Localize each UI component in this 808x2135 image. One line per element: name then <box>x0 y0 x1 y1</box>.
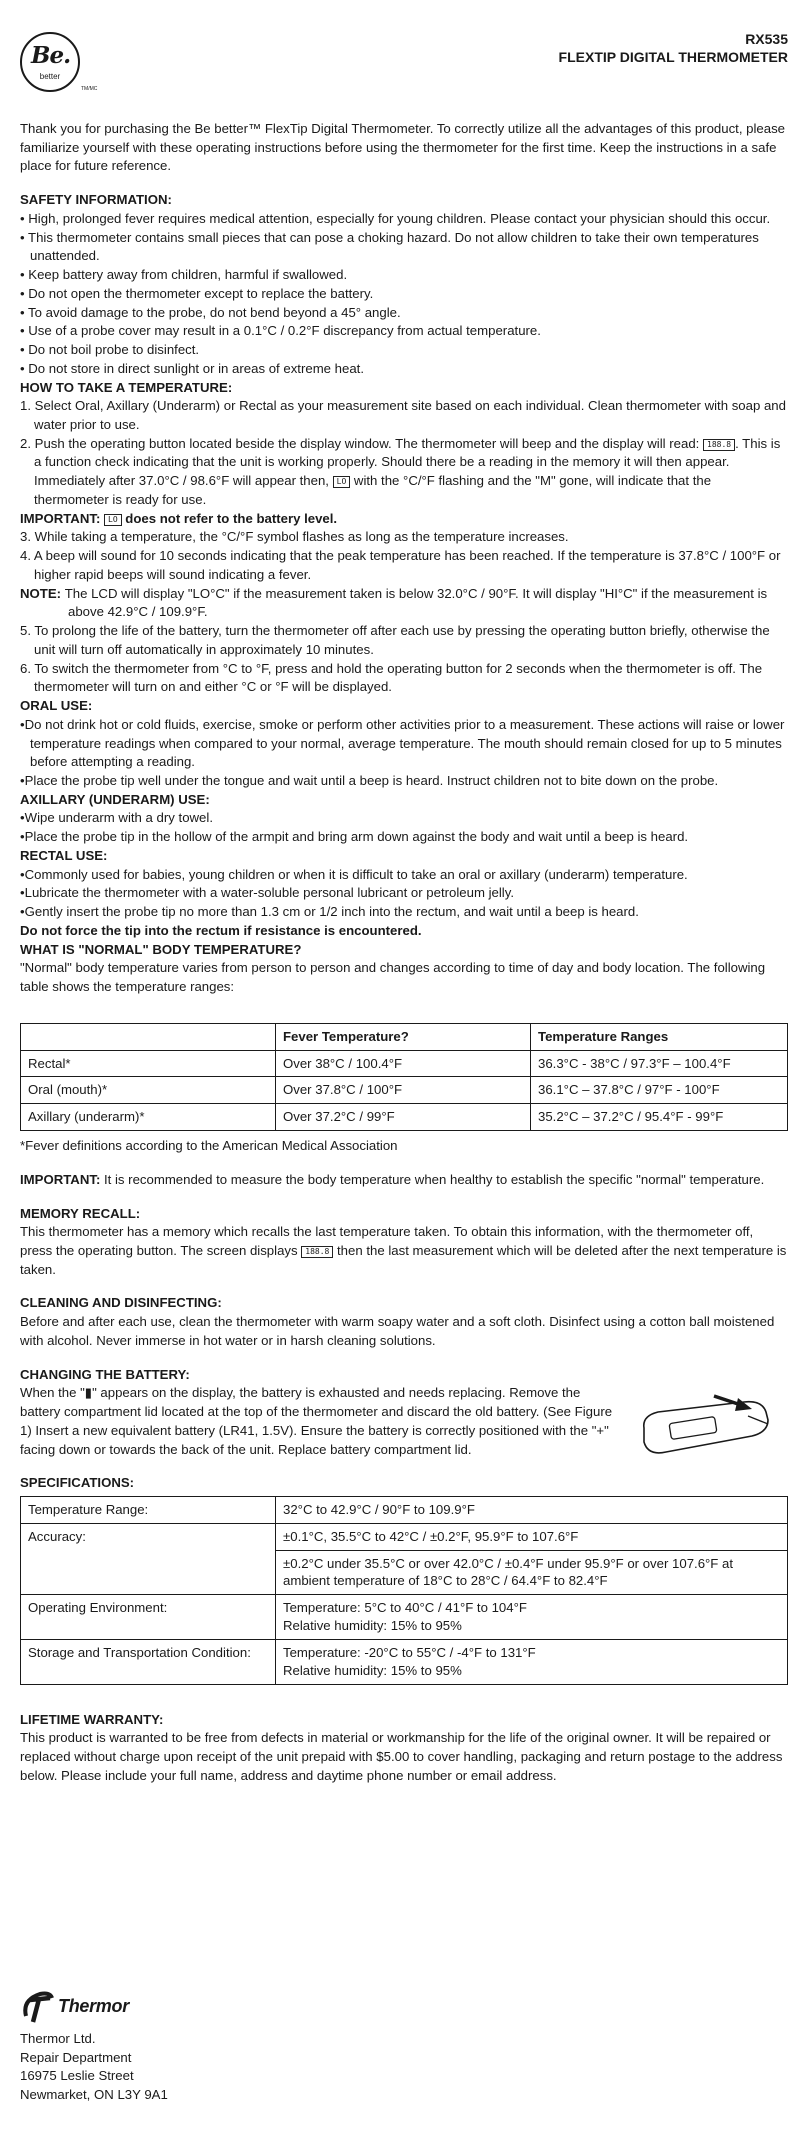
repair-address <box>20 2030 168 2105</box>
table-cell: Rectal* <box>21 1050 276 1077</box>
lcd-lo-display-icon: LO <box>333 476 351 488</box>
document-title: FLEXTIP DIGITAL THERMOMETER <box>558 49 788 66</box>
thermor-brand: Thermor <box>58 1996 129 2017</box>
table-row <box>21 1104 788 1131</box>
step2-text-b: . This is a function check indicating that the unit is working properly. Should there be a reading in the memory it will then appear. Immediately after 37.0°C / 98.6°F will appear then, <box>34 435 781 489</box>
warranty-heading: LIFETIME WARRANTY: <box>20 1711 164 1727</box>
spec-label: Temperature Range: <box>21 1497 276 1524</box>
important-text: does not refer to the battery level. <box>121 510 338 526</box>
lcd-note <box>20 585 788 622</box>
table-cell: Over 37.8°C / 100°F <box>276 1077 531 1104</box>
table-header-row <box>21 1023 788 1050</box>
battery-heading: CHANGING THE BATTERY: <box>20 1366 190 1382</box>
intro-paragraph: Thank you for purchasing the Be better™ FlexTip Digital Thermometer. To correctly utilize all the advantages of this product, please familiarize yourself with these operating instructions before using the thermometer for the first time. Keep the instructions in a safe place for future reference. <box>20 121 786 174</box>
lcd-lo-display-icon: LO <box>104 514 122 526</box>
rectal-item: •Commonly used for babies, young children or when it is difficult to take an oral or axillary (underarm) temperature. <box>20 866 688 882</box>
oral-item: •Place the probe tip well under the tongue and wait until a beep is heard. Instruct children not to bite down on the probe. <box>20 772 719 788</box>
oral-heading: ORAL USE: <box>20 698 93 714</box>
howto-step-6: 6. To switch the thermometer from °C to °F, press and hold the operating button for 2 seconds when the thermometer is off. The thermometer will turn on and either °C or °F will be displayed. <box>20 660 763 695</box>
be-better-logo <box>20 32 98 92</box>
table-header-cell: Fever Temperature? <box>276 1023 531 1050</box>
table-row <box>21 1497 788 1524</box>
table-cell: Over 38°C / 100.4°F <box>276 1050 531 1077</box>
note-text: The LCD will display "LO°C" if the measurement taken is below 32.0°C / 90°F. It will display "HI°C" if the measurement is above 42.9°C / 109.9°F. <box>64 585 768 620</box>
spec-value-line: Relative humidity: 15% to 95% <box>283 1662 462 1678</box>
address-line: Repair Department <box>20 2049 132 2065</box>
lcd-full-display-icon: 188.8 <box>703 439 735 451</box>
safety-item: • This thermometer contains small pieces that can pose a choking hazard. Do not allow children to take their own temperatures unattended. <box>20 229 759 264</box>
step2-text-a: 2. Push the operating button located beside the display window. The thermometer will beep and the display will read: <box>20 435 703 451</box>
battery-text <box>20 1384 620 1459</box>
rectal-warning: Do not force the tip into the rectum if resistance is encountered. <box>20 922 422 938</box>
logo-subtext: better <box>39 72 61 81</box>
rectal-item: •Gently insert the probe tip no more than 1.3 cm or 1/2 inch into the rectum, and wait until a beep is heard. <box>20 904 639 920</box>
axillary-item: •Wipe underarm with a dry towel. <box>20 810 213 826</box>
table-row <box>21 1639 788 1684</box>
cleaning-text: Before and after each use, clean the thermometer with warm soapy water and a soft cloth. Disinfect using a cotton ball moistened with alcohol. Never immerse in hot water or in harsh cleaning solutions. <box>20 1314 775 1348</box>
thermor-logo-icon <box>20 1990 54 2024</box>
howto-step-4: 4. A beep will sound for 10 seconds indicating that the peak temperature has been reached. If the temperature is 37.8°C / 100°F or higher rapid beeps will sound indicating a fever. <box>20 548 781 582</box>
important-text: It is recommended to measure the body temperature when healthy to establish the specific "normal" temperature. <box>104 1171 765 1187</box>
battery-symbol-icon: ▮ <box>84 1385 93 1401</box>
table-cell: 35.2°C – 37.2°C / 95.4°F - 99°F <box>531 1104 788 1131</box>
model-number: RX535 <box>745 31 788 47</box>
safety-item: • Do not store in direct sunlight or in areas of extreme heat. <box>20 360 365 376</box>
lcd-full-display-icon: 188.8 <box>301 1246 333 1258</box>
table-cell: Over 37.2°C / 99°F <box>276 1104 531 1131</box>
safety-item: • To avoid damage to the probe, do not bend beyond a 45° angle. <box>20 304 401 320</box>
howto-step-5: 5. To prolong the life of the battery, turn the thermometer off after each use by pressing the operating button briefly, otherwise the unit will turn off automatically in approximately 10 minutes. <box>20 623 770 657</box>
spec-value-line: Temperature: 5°C to 40°C / 41°F to 104°F <box>283 1600 527 1616</box>
table-row <box>21 1077 788 1104</box>
safety-item: • Use of a probe cover may result in a 0.1°C / 0.2°F discrepancy from actual temperature. <box>20 323 541 339</box>
spec-value <box>276 1595 788 1640</box>
table-row <box>21 1050 788 1077</box>
rectal-item: •Lubricate the thermometer with a water-soluble personal lubricant or petroleum jelly. <box>20 885 515 901</box>
axillary-heading: AXILLARY (UNDERARM) USE: <box>20 791 210 807</box>
address-line: 16975 Leslie Street <box>20 2068 134 2084</box>
table-cell: Oral (mouth)* <box>21 1077 276 1104</box>
howto-step-1: 1. Select Oral, Axillary (Underarm) or Rectal as your measurement site based on each individual. Clean thermometer with soap and water prior to use. <box>20 398 786 433</box>
table-cell: 36.1°C – 37.8°C / 97°F - 100°F <box>531 1077 788 1104</box>
note-label: NOTE: <box>20 585 65 601</box>
safety-item: • Do not open the thermometer except to replace the battery. <box>20 285 374 301</box>
step2-text-c: with the °C/°F flashing and the "M" gone, will indicate that the thermometer is ready for use. <box>34 473 712 507</box>
howto-step-3: 3. While taking a temperature, the °C/°F symbol flashes as long as the temperature increases. <box>20 529 569 545</box>
important-label: IMPORTANT: <box>20 1171 104 1187</box>
safety-item: • Do not boil probe to disinfect. <box>20 342 200 358</box>
important-label: IMPORTANT: <box>20 510 104 526</box>
safety-item: • Keep battery away from children, harmful if swallowed. <box>20 267 348 283</box>
normal-temp-text: "Normal" body temperature varies from person to person and changes according to time of day and body location. The following table shows the temperature ranges: <box>20 960 766 995</box>
safety-heading: SAFETY INFORMATION: <box>20 192 172 208</box>
memory-heading: MEMORY RECALL: <box>20 1205 141 1221</box>
battery-section <box>20 1366 788 1460</box>
thermor-footer <box>20 1990 168 2105</box>
document-body <box>20 120 788 1785</box>
howto-heading: HOW TO TAKE A TEMPERATURE: <box>20 379 233 395</box>
important-battery-note <box>20 510 788 529</box>
spec-value: ±0.1°C, 35.5°C to 42°C / ±0.2°F, 95.9°F to 107.6°F <box>276 1523 788 1550</box>
table-row <box>21 1595 788 1640</box>
temperature-ranges-table <box>20 1023 788 1131</box>
address-line: Thermor Ltd. <box>20 2031 96 2046</box>
battery-text-b: " appears on the display, the battery is exhausted and needs replacing. Remove the battery compartment lid located at the top of the thermometer and discard the old battery. (See Figure 1) Insert a new equivalent battery (LR41, 1.5V). Ensure the battery is correctly positioned with the "+" facing down or towards the back of the unit. Replace battery compartment lid. <box>20 1385 613 1457</box>
table-footnote: *Fever definitions according to the American Medical Association <box>20 1138 398 1154</box>
cleaning-heading: CLEANING AND DISINFECTING: <box>20 1295 222 1311</box>
table-header-cell: Temperature Ranges <box>531 1023 788 1050</box>
logo-mark: TM/MC <box>81 86 98 92</box>
spec-label: Accuracy: <box>21 1523 276 1594</box>
table-row <box>21 1523 788 1550</box>
oral-item: •Do not drink hot or cold fluids, exercise, smoke or perform other activities prior to a measurement. These actions will raise or lower temperature readings when compared to your normal, average temperature. The mouth should remain closed for up to 5 minutes before attempting a reading. <box>20 716 785 770</box>
spec-label: Storage and Transportation Condition: <box>21 1639 276 1684</box>
spec-value <box>276 1639 788 1684</box>
spec-value-line: Temperature: -20°C to 55°C / -4°F to 131°F <box>283 1644 536 1660</box>
rectal-heading: RECTAL USE: <box>20 847 108 863</box>
battery-text-a: When the " <box>20 1385 85 1401</box>
thermor-logo <box>20 1990 168 2024</box>
specifications-table <box>20 1496 788 1685</box>
table-cell: 36.3°C - 38°C / 97.3°F – 100.4°F <box>531 1050 788 1077</box>
logo-text: Be. <box>31 42 71 69</box>
spec-value: 32°C to 42.9°C / 90°F to 109.9°F <box>276 1497 788 1524</box>
address-line: Newmarket, ON L3Y 9A1 <box>20 2087 168 2103</box>
spec-label: Operating Environment: <box>21 1595 276 1640</box>
memory-text <box>20 1223 788 1279</box>
spec-value-line: Relative humidity: 15% to 95% <box>283 1618 462 1634</box>
specs-heading: SPECIFICATIONS: <box>20 1475 135 1491</box>
safety-item: • High, prolonged fever requires medical attention, especially for young children. Please contact your physician should this occur. <box>20 210 771 226</box>
howto-step-2 <box>20 435 788 510</box>
normal-temp-heading: WHAT IS "NORMAL" BODY TEMPERATURE? <box>20 941 302 957</box>
warranty-text: This product is warranted to be free from defects in material or workmanship for the life of the original owner. It will be repaired or replaced without charge upon receipt of the unit prepaid with $5.00 to cover handling, packaging and return postage to the address below. Please include your full name, address and daytime phone number or email address. <box>20 1730 783 1783</box>
table-header-cell <box>21 1023 276 1050</box>
memory-text-b: then the last measurement which will be deleted after the next temperature is taken. <box>20 1242 787 1277</box>
table-cell: Axillary (underarm)* <box>21 1104 276 1131</box>
memory-text-a: This thermometer has a memory which recalls the last temperature taken. To obtain this information, with the thermometer off, press the operating button. The screen displays <box>20 1224 754 1258</box>
important-normal-note <box>20 1171 788 1190</box>
spec-value: ±0.2°C under 35.5°C or over 42.0°C / ±0.4°F under 95.9°F or over 107.6°F at ambient temperature of 18°C to 28°C / 64.4°F to 82.4°F <box>276 1550 788 1595</box>
battery-figure-illustration <box>636 1390 776 1470</box>
document-header <box>559 30 788 66</box>
axillary-item: •Place the probe tip in the hollow of the armpit and bring arm down against the body and wait until a beep is heard. <box>20 829 689 845</box>
